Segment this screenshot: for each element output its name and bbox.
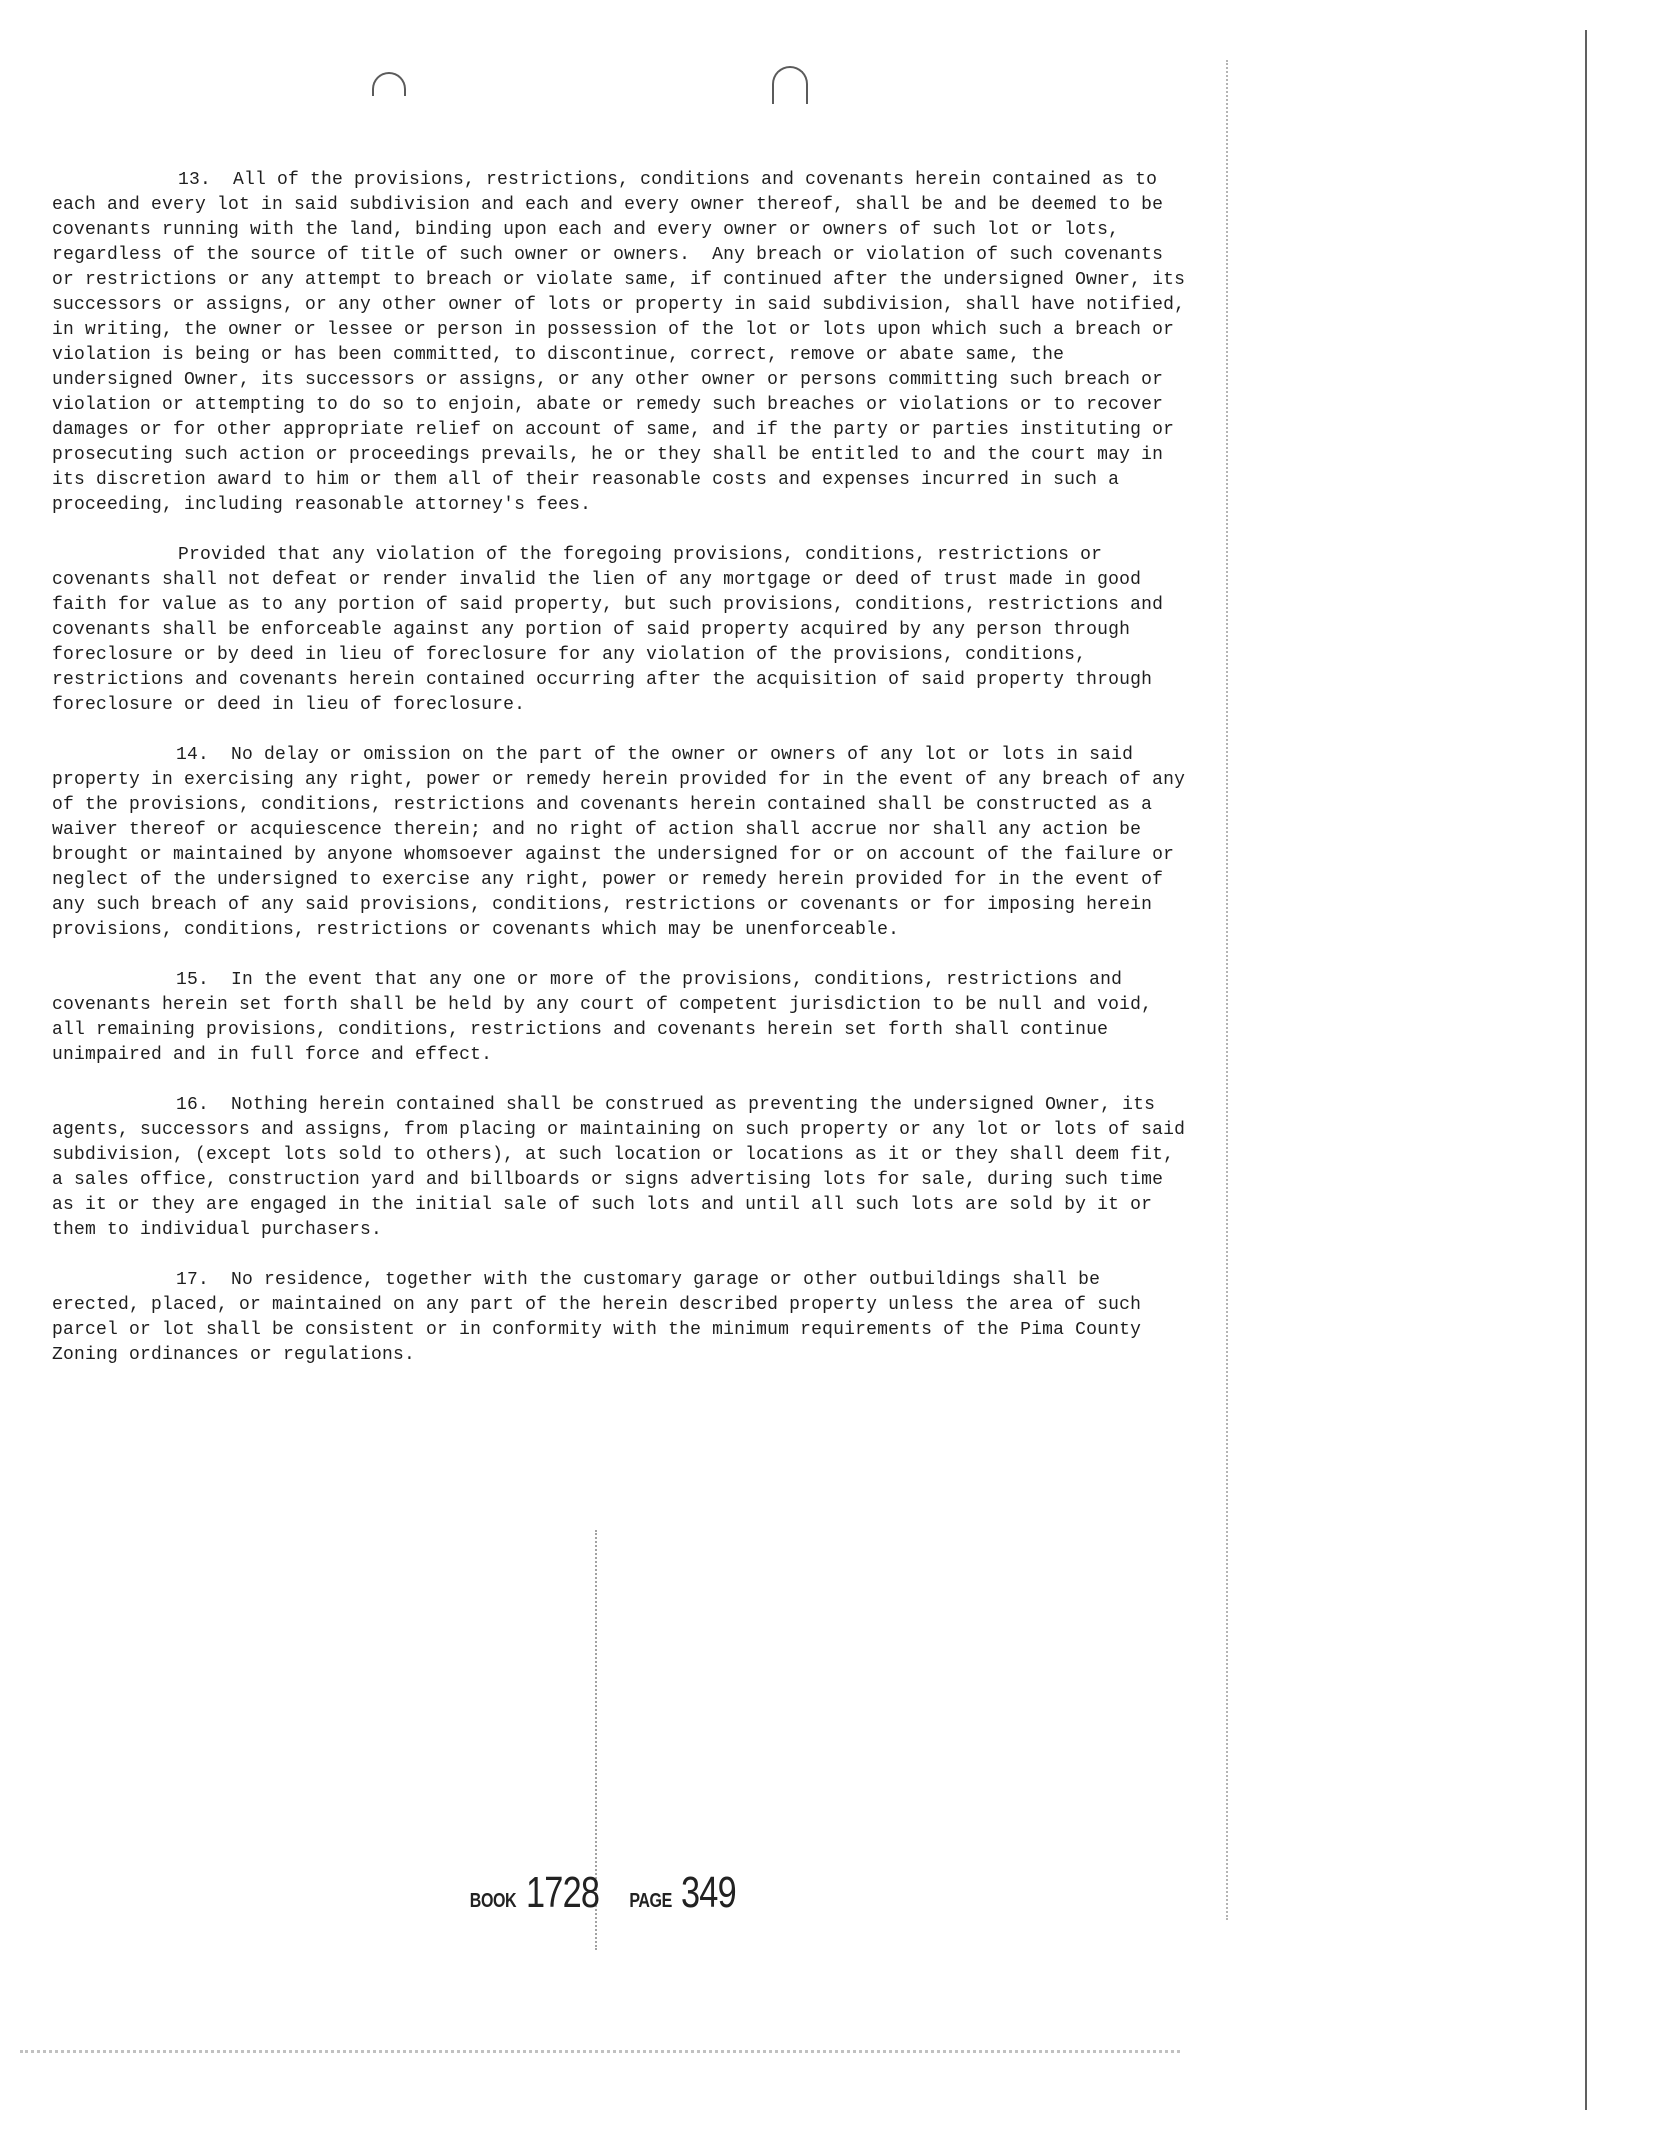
recording-stamp: [464, 1868, 752, 1918]
paragraph-section-15: 15. In the event that any one or more of the provisions, conditions, restrictions and covenants herein set forth shall be held by any court of competent jurisdiction to be null and void, all remaining provisions, conditions, restrictions and covenants herein set forth shall continue unimpaired and in full force and effect.: [52, 970, 1164, 1065]
punch-hole-mark-left: [372, 72, 406, 96]
page-edge-rule: [1585, 30, 1587, 2110]
paragraph-section-17: 17. No residence, together with the customary garage or other outbuildings shall be erected, placed, or maintained on any part of the herein described property unless the area of such parcel or lot shall be consistent or in conformity with the minimum requirements of the Pima County Zoning ordinances or regulations.: [52, 1270, 1153, 1365]
paragraph-section-16: 16. Nothing herein contained shall be construed as preventing the undersigned Owner, its agents, successors and assigns, from placing or maintaining on such property or any lot or lots of said subdivision, (except lots sold to others), at such location or locations as it or they shall deem fit, a sales office, construction yard and billboards or signs advertising lots for sale, during such time as it or they are engaged in the initial sale of such lots and until all such lots are sold by it or them to individual purchasers.: [52, 1095, 1197, 1240]
page-label: PAGE: [629, 1890, 672, 1912]
paragraph-section-13-proviso: Provided that any violation of the foregoing provisions, conditions, restrictions or covenants shall not defeat or render invalid the lien of any mortgage or deed of trust made in good faith for value as to any portion of said property, but such provisions, conditions, restrictions and covenants shall be enforceable against any portion of said property acquired by any person through foreclosure or by deed in lieu of foreclosure for any violation of the provisions, conditions, restrictions and covenants herein contained occurring after the acquisition of said property through foreclosure or deed in lieu of foreclosure.: [52, 545, 1175, 715]
book-label: BOOK: [469, 1890, 517, 1912]
document-body: [52, 168, 1197, 1393]
paragraph-section-13: 13. All of the provisions, restrictions, conditions and covenants herein contained as to each and every lot in said subdivision and each and every owner thereof, shall be and be deemed to be covenants running with the land, binding upon each and every owner or owners of such lot or lots, regardless of the source of title of such owner or owners. Any breach or violation of such covenants or restrictions or any attempt to breach or violate same, if continued after the undersigned Owner, its successors or assigns, or any other owner of lots or property in said subdivision, shall have notified, in writing, the owner or lessee or person in possession of the lot or lots upon which such a breach or violation is being or has been committed, to discontinue, correct, remove or abate same, the undersigned Owner, its successors or assigns, or any other owner or persons committing such breach or violation or attempting to do so to enjoin, abate or remedy such breaches or violations or to recover damages or for other appropriate relief on account of same, and if the party or parties instituting or prosecuting such action or proceedings prevails, he or they shall be entitled to and the court may in its discretion award to him or them all of their reasonable costs and expenses incurred in such a proceeding, including reasonable attorney's fees.: [52, 170, 1197, 515]
book-number: 1728: [526, 1868, 600, 1917]
punch-hole-mark-right: [772, 66, 808, 104]
margin-scan-artifact: [1226, 60, 1229, 1920]
paragraph-section-14: 14. No delay or omission on the part of the owner or owners of any lot or lots in said property in exercising any right, power or remedy herein provided for in the event of any breach of any of the provisions, conditions, restrictions and covenants herein contained shall be constructed as a waiver thereof or acquiescence therein; and no right of action shall accrue nor shall any action be brought or maintained by anyone whomsoever against the undersigned for or on account of the failure or neglect of the undersigned to exercise any right, power or remedy herein provided for in the event of any such breach of any said provisions, conditions, restrictions or covenants or for imposing herein provisions, conditions, restrictions or covenants which may be unenforceable.: [52, 745, 1197, 940]
bottom-scan-noise: [20, 2050, 1180, 2061]
page-number: 349: [681, 1868, 737, 1917]
